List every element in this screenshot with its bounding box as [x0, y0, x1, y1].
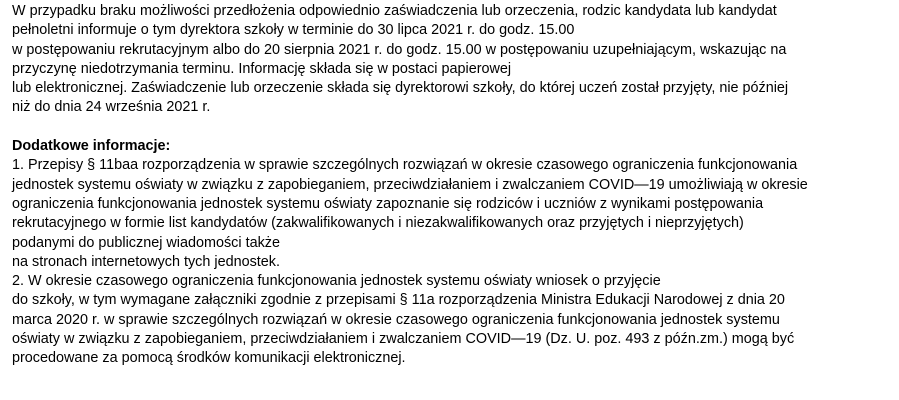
text-line: do szkoły, w tym wymagane załączniki zgodnie z przepisami § 11a rozporządzenia Ministra Edukacji Narodowej z dnia 20 — [12, 292, 785, 309]
text-line: podanymi do publicznej wiadomości także — [12, 234, 280, 251]
text-line: oświaty w związku z zapobieganiem, przeciwdziałaniem i zwalczaniem COVID—19 (Dz. U. poz. 493 z późn.zm.) mogą być — [12, 331, 795, 348]
paragraph-spacer — [12, 118, 892, 137]
text-line: W przypadku braku możliwości przedłożenia odpowiednio zaświadczenia lub orzeczenia, rodzic kandydata lub kandydat — [12, 3, 777, 19]
text-line: procedowane za pomocą środków komunikacji elektronicznej. — [12, 350, 406, 367]
text-line: lub elektronicznej. Zaświadczenie lub orzeczenie składa się dyrektorowi szkoły, do której uczeń został przyjęty, nie później — [12, 80, 789, 97]
text-line: w postępowaniu rekrutacyjnym albo do 20 sierpnia 2021 r. do godz. 15.00 w postępowaniu uzupełniającym, wskazując na — [12, 41, 787, 58]
text-line: rekrutacyjnego w formie list kandydatów (zakwalifikowanych i niezakwalifikowanych oraz przyjętych i nieprzyjętych) — [12, 215, 744, 232]
section-heading: Dodatkowe informacje: — [12, 138, 171, 155]
text-line: jednostek systemu oświaty w związku z zapobieganiem, przeciwdziałaniem i zwalczaniem COVID—19 umożliwiają w okresie — [12, 176, 808, 193]
section-additional-info — [12, 137, 892, 369]
paragraph-deadline-info — [12, 2, 892, 118]
text-line: ograniczenia funkcjonowania jednostek systemu oświaty zapoznanie się rodziców i uczniów z wynikami postępowania — [12, 195, 764, 212]
text-line: niż do dnia 24 września 2021 r. — [12, 99, 211, 116]
text-line: 2. W okresie czasowego ograniczenia funkcjonowania jednostek systemu oświaty wniosek o przyjęcie — [12, 273, 661, 290]
text-line: przyczynę niedotrzymania terminu. Informację składa się w postaci papierowej — [12, 60, 512, 77]
text-line: na stronach internetowych tych jednostek. — [12, 253, 280, 270]
text-line: 1. Przepisy § 11baa rozporządzenia w sprawie szczególnych rozwiązań w okresie czasowego ograniczenia funkcjonowania — [12, 157, 798, 174]
text-line: marca 2020 r. w sprawie szczególnych rozwiązań w okresie czasowego ograniczenia funkcjonowania jednostek systemu — [12, 311, 780, 328]
text-line: pełnoletni informuje o tym dyrektora szkoły w terminie do 30 lipca 2021 r. do godz. 15.00 — [12, 22, 575, 39]
